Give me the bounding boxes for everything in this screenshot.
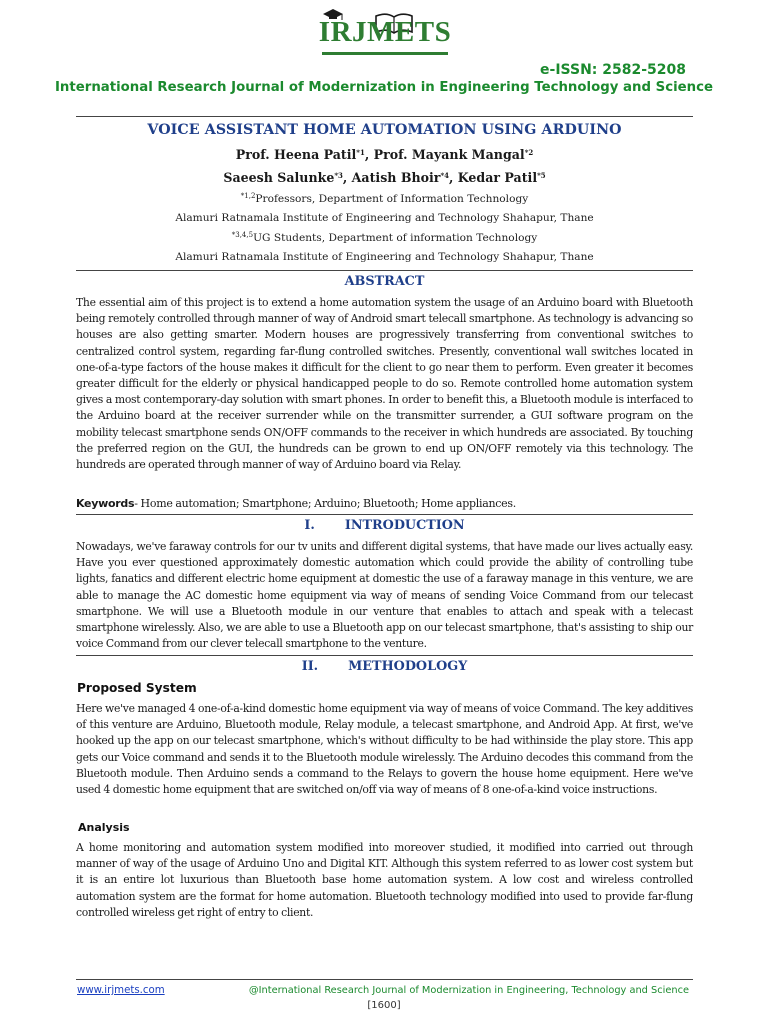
- affiliation-2: [76, 232, 693, 244]
- analysis-text: A home monitoring and automation system modified into moreover studied, it modified into carried out through manner of way of the usage of Arduino Uno and Digital KIT. Although this system referred to as lower cost system but it is an entire lot luxurious than Bluetooth base home automation system. A low cost and wireless controlled automation system are the format for home automation. Bluetooth technology modified into used to provide far-flung controlled wireless get right of entry to client.: [76, 841, 693, 919]
- abstract-text: The essential aim of this project is to extend a home automation system the usage of an Arduino board with Bluetooth being remotely controlled through manner of way of Android smart telecall smartphone. As technology is advancing so houses are also getting smarter. Modern houses are progressively transferring from conventional switches to centralized control system, regarding far-flung controlled switches. Presently, conventional wall switches located in one-of-a-type factors of the house makes it difficult for the client to go near them to perform. Even greater it becomes greater difficult for the elderly or physical handicapped people to do so. Remote controlled home automation system gives a most contemporary-day solution with smart phones. In order to benefit this, a Bluetooth module is interfaced to the Arduino board at the receiver surrender while on the transmitter surrender, a GUI software program on the mobility telecast smartphone sends ON/OFF commands to the receiver in which hundreds are associated. By touching the preferred region on the GUI, the hundreds can be grown to end up ON/OFF remotely via this technology. The hundreds are operated through manner of way of Arduino board via Relay.: [76, 296, 693, 472]
- section-heading-methodology: [76, 659, 693, 674]
- logo-text: IRJMETS: [318, 16, 452, 48]
- affiliation-1: [76, 193, 693, 205]
- author-sup: *5: [537, 171, 546, 180]
- keywords-list: - Home automation; Smartphone; Arduino; Bluetooth; Home appliances.: [134, 497, 516, 510]
- proposed-system-text: Here we've managed 4 one-of-a-kind domestic home equipment via way of means of voice Command. The key additives of this venture are Arduino, Bluetooth module, Relay module, a telecast smartphone, and Android App. At first, we've hooked up the app on our telecast smartphone, which's without difficulty to be had withinside the play store. This app gets our Voice command and sends it to the Bluetooth module wirelessly. The Arduino decodes this command from the Bluetooth module. Then Arduino sends a command to the Relays to govern the house home equipment. Here we've used 4 domestic home equipment that are switched on/off via way of means of 8 one-of-a-kind voice instructions.: [76, 702, 693, 797]
- author-name: , Prof. Mayank Mangal: [364, 147, 525, 162]
- abstract-heading: ABSTRACT: [344, 274, 425, 289]
- author-name: Saeesh Salunke: [223, 170, 335, 185]
- keywords-label: Keywords: [76, 497, 135, 510]
- footer-divider: [76, 979, 693, 980]
- website-link[interactable]: www.irjmets.com: [77, 985, 165, 996]
- journal-logo: [318, 8, 452, 58]
- section-heading-introduction: [76, 518, 693, 533]
- affiliation-dept: Professors, Department of Information Technology: [255, 193, 529, 205]
- affiliation-2-institute: Alamuri Ratnamala Institute of Engineering and Technology Shahapur, Thane: [175, 251, 594, 263]
- divider: [76, 270, 693, 271]
- subheading-proposed-system: Proposed System: [77, 681, 197, 695]
- keywords: [76, 496, 693, 512]
- author-name: Prof. Heena Patil: [235, 147, 357, 162]
- affiliation-sup: *3,4,5: [231, 231, 254, 239]
- section-title: METHODOLOGY: [348, 659, 468, 674]
- affiliation-sup: *1,2: [240, 192, 256, 200]
- subheading-analysis: Analysis: [78, 821, 130, 834]
- author-name: , Aatish Bhoir: [342, 170, 441, 185]
- footer-journal: @International Research Journal of Modernization in Engineering, Technology and Science: [248, 985, 689, 996]
- author-name: , Kedar Patil: [448, 170, 538, 185]
- affiliation-dept: UG Students, Department of information Technology: [253, 232, 538, 244]
- divider: [76, 655, 693, 656]
- author-sup: *3: [334, 171, 343, 180]
- author-sup: *4: [440, 171, 449, 180]
- author-sup: *1: [356, 148, 365, 157]
- authors-line-2: [76, 170, 693, 185]
- paper-title: VOICE ASSISTANT HOME AUTOMATION USING ARDUINO: [147, 122, 622, 138]
- journal-title: International Research Journal of Modernization in Engineering Technology and Science: [54, 80, 714, 95]
- introduction-text: Nowadays, we've faraway controls for our tv units and different digital systems, that have made our lives actually easy. Have you ever questioned approximately domestic automation which could provide the ability of controlling tube lights, fanatics and different electric home equipment at domestic the use of a faraway manage in this venture, we are able to manage the AC domestic home equipment via way of means of sending Voice Command from our telecast smartphone. We will use a Bluetooth module in our venture that enables to attach and speak with a telecast smartphone wirelessly. Also, we are able to use a Bluetooth app on our telecast smartphone, that's assisting to ship our voice Command from our clever telecall smartphone to the venture.: [76, 540, 693, 651]
- affiliation-1-institute: Alamuri Ratnamala Institute of Engineering and Technology Shahapur, Thane: [175, 212, 594, 224]
- section-number: I.: [304, 518, 315, 533]
- section-title: INTRODUCTION: [344, 518, 465, 533]
- divider: [76, 514, 693, 515]
- author-sup: *2: [524, 148, 534, 157]
- section-number: II.: [301, 659, 319, 674]
- authors-line-1: [76, 147, 693, 162]
- header-divider: [76, 116, 693, 117]
- page-number: [1600]: [367, 1000, 401, 1011]
- issn-label: e-ISSN: 2582-5208: [540, 62, 686, 78]
